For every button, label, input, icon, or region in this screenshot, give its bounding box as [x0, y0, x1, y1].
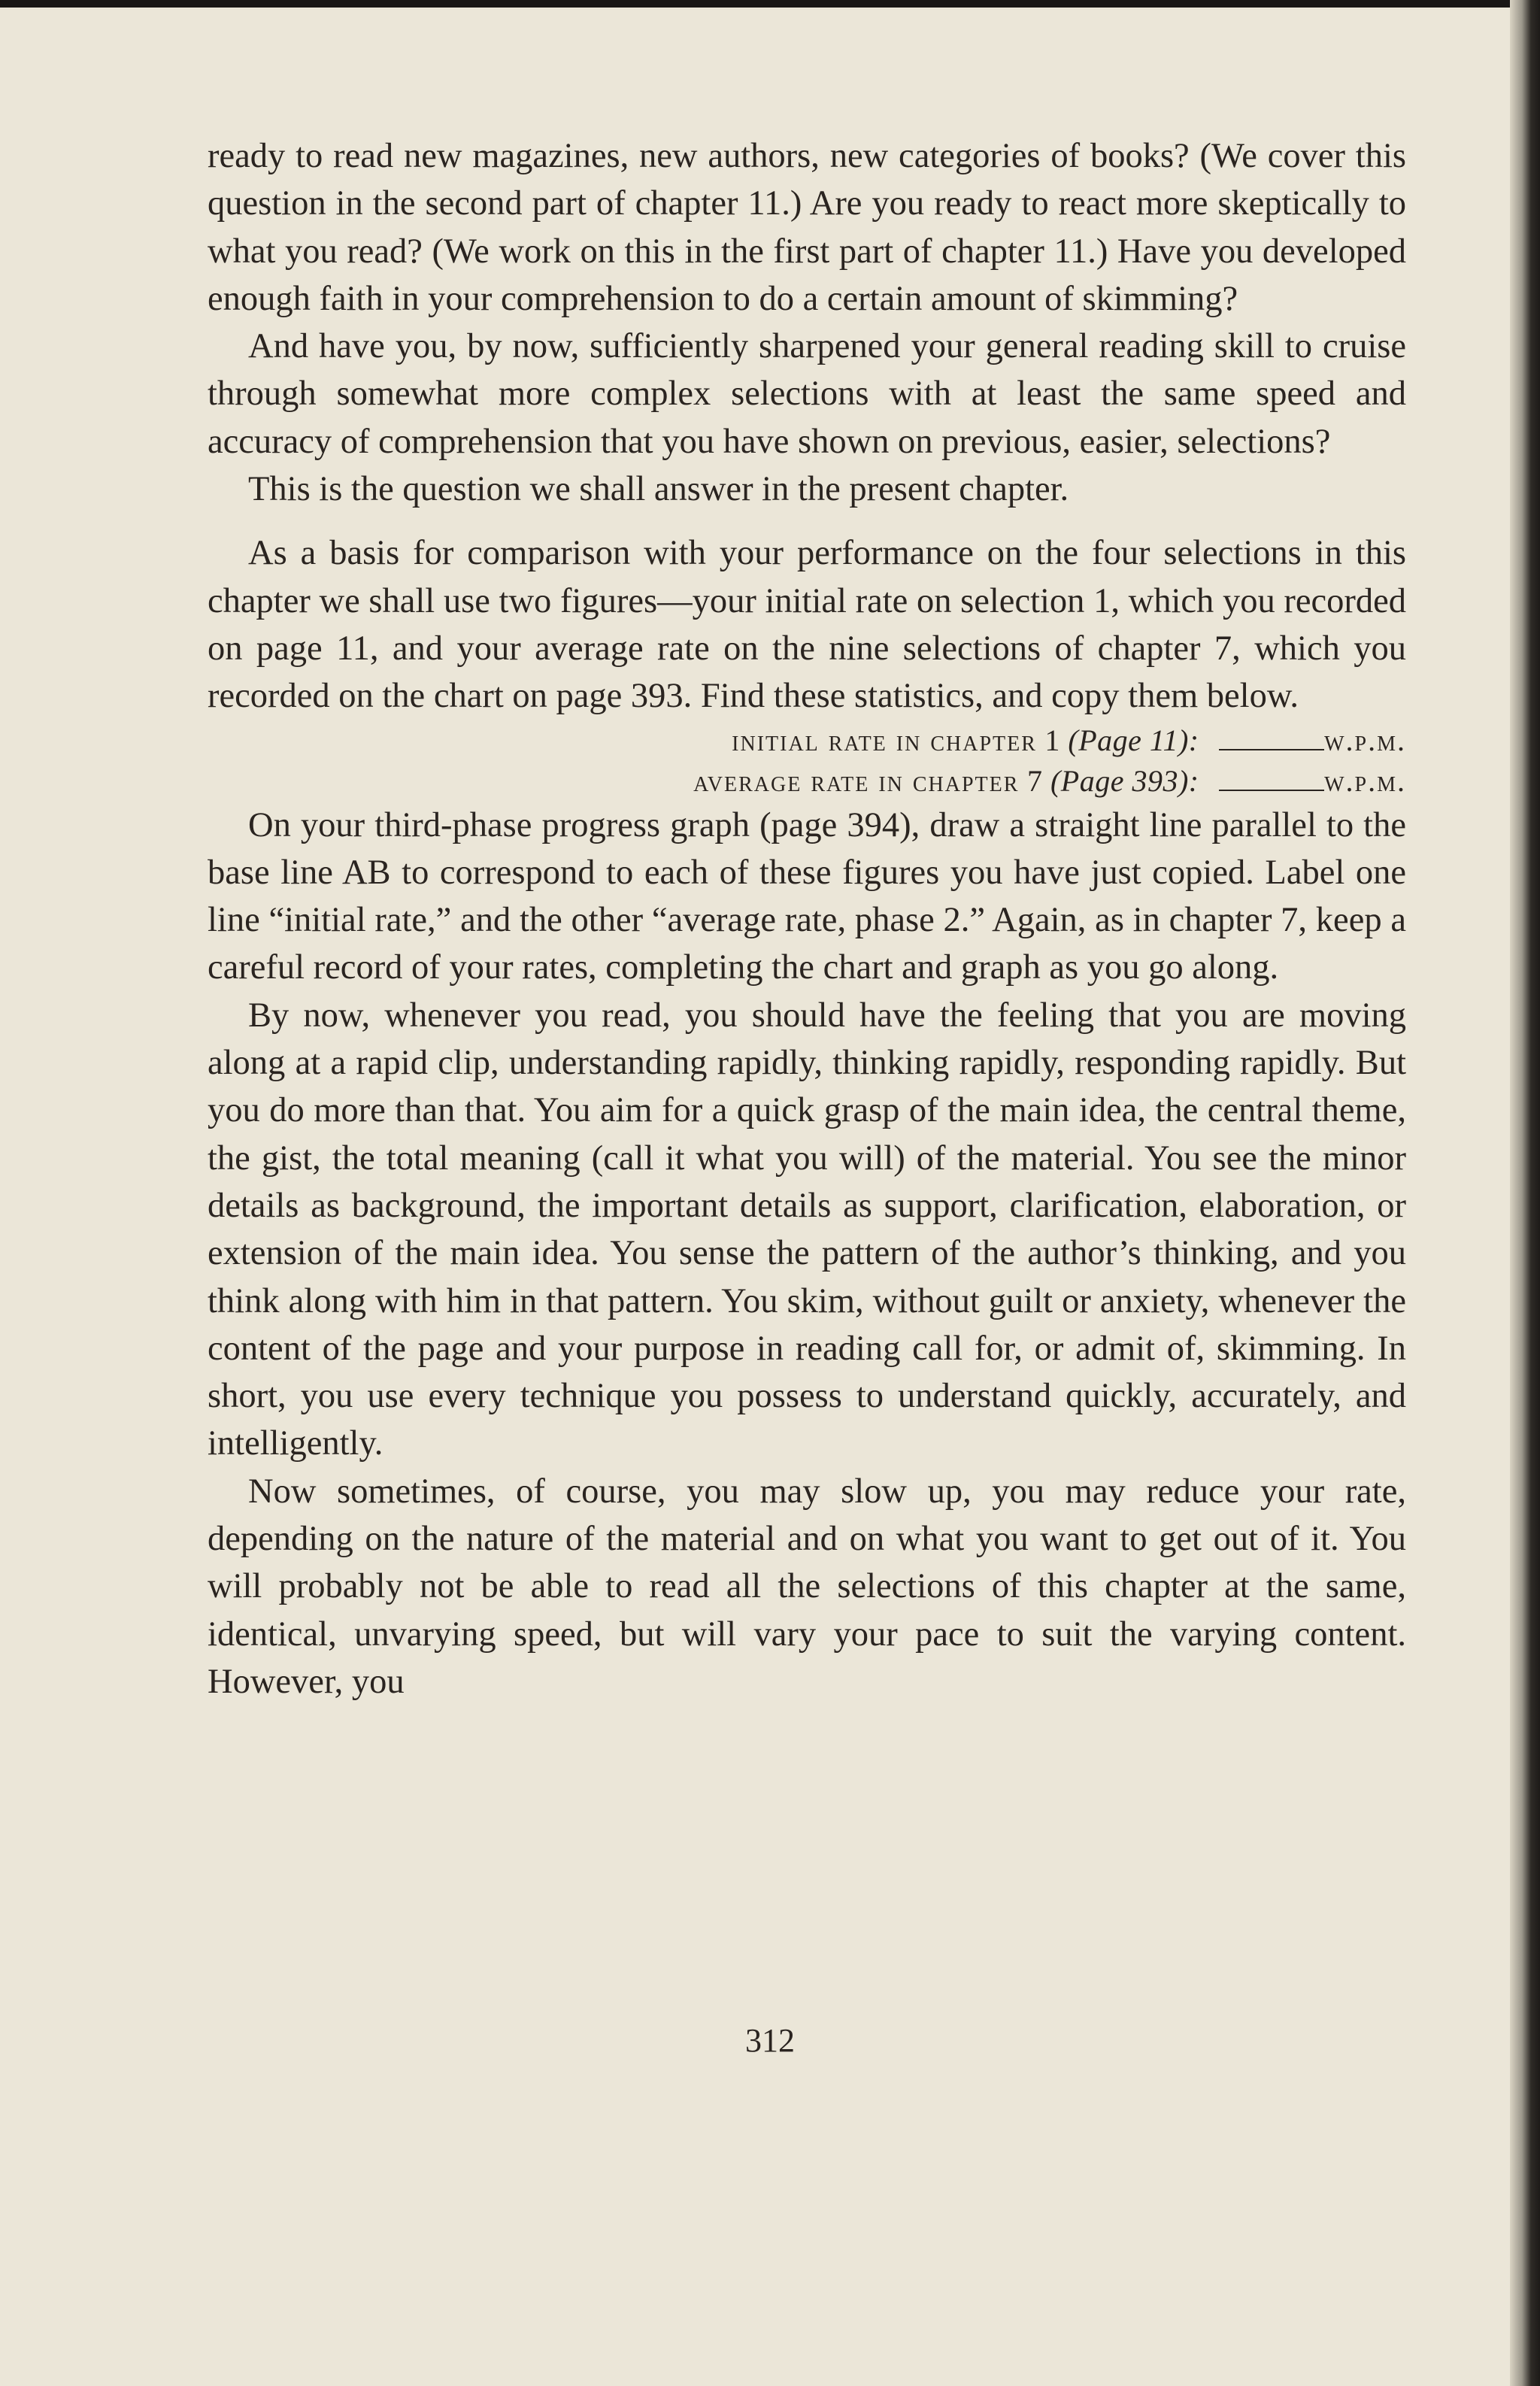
paragraph-5: On your third-phase progress graph (page 394), draw a straight line parallel to the base line AB to correspond to each of these figures you have just copied. Label one line “initial rate,” and the other “average rate, phase 2.” Again, as in chapter 7, keep a careful record of your rates, completing the chart and graph as you go along. — [208, 805, 1406, 987]
average-rate-label: average rate in chapter — [693, 763, 1020, 798]
paragraph-1: ready to read new magazines, new authors, new categories of books? (We cover this question in the second part of chapter 11.) Are you ready to react more skeptically to what you read? (We work on this in the first part of chapter 11.) Have you developed enough faith in your comprehension to do a certain amount of skimming? — [208, 137, 1406, 318]
average-rate-page-ref: (Page 393): — [1050, 763, 1199, 798]
paragraph-6: By now, whenever you read, you should have the feeling that you are moving along at a rapid clip, understanding rapidly, thinking rapidly, responding rapidly. But you do more than that. You aim for a quick grasp of the main idea, the central theme, the gist, the total meaning (call it what you will) of the material. You see the minor details as background, the important details as support, clarification, elaboration, or extension of the main idea. You sense the pattern of the author’s thinking, and you think along with him in that pattern. You skim, without guilt or anxiety, whenever the content of the page and your purpose in reading call for, or admit of, skimming. In short, you use every technique you possess to understand quickly, accurately, and intelligently. — [208, 996, 1406, 1463]
average-rate-line — [208, 761, 1406, 802]
paragraph-3: This is the question we shall answer in the present chapter. — [248, 470, 1069, 509]
paragraph-7: Now sometimes, of course, you may slow up, you may reduce your rate, depending on the nature of the material and on what you want to get out of it. You will probably not be able to read all the selections of this chapter at the same, identical, unvarying speed, but will vary your pace to suit the varying content. However, you — [208, 1472, 1406, 1701]
initial-rate-unit: w.p.m. — [1324, 723, 1406, 757]
average-rate-chapter: 7 — [1026, 763, 1043, 798]
page-top-edge — [0, 0, 1540, 8]
average-rate-blank — [1219, 789, 1324, 791]
average-rate-unit: w.p.m. — [1324, 763, 1406, 798]
initial-rate-blank — [1219, 748, 1324, 750]
page-number: 312 — [745, 2022, 795, 2059]
initial-rate-label: initial rate in chapter — [732, 723, 1037, 757]
paragraph-2: And have you, by now, sufficiently sharpened your general reading skill to cruise through somewhat more complex selections with at least the same speed and accuracy of comprehension that you have shown on previous, easier, selections? — [208, 327, 1406, 461]
paragraph-4: As a basis for comparison with your performance on the four selections in this chapter we shall use two figures—your initial rate on selection 1, which you recorded on page 11, and your average rate on the nine selections of chapter 7, which you recorded on the chart on page 393. Find these statistics, and copy them below. — [208, 534, 1406, 716]
initial-rate-page-ref: (Page 11): — [1068, 723, 1199, 757]
initial-rate-line — [208, 720, 1406, 761]
initial-rate-chapter: 1 — [1044, 723, 1060, 757]
body-text — [208, 132, 1406, 1705]
